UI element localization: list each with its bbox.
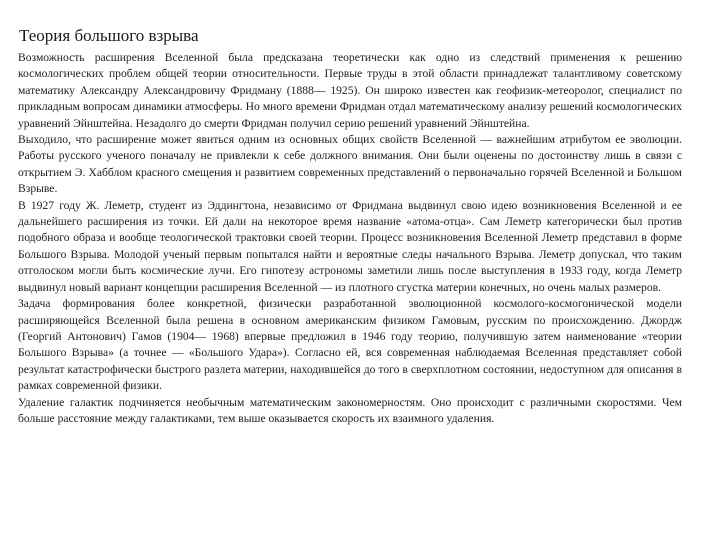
paragraph-gamow: Задача формирования более конкретной, физически разработанной эволюционной космолого-космогонической модели расширяющейся Вселенной была решена в основном американским физиком Гамовым, русским по происхождению. Джордж (Георгий Антонович) Гамов (1904— 1968) впервые предложил в 1946 году теорию, получившую затем наименование «теории Большого Взрыва» (а точнее — «Большого Удара»). Согласно ей, вся современная наблюдаемая Вселенная представляет собой результат катастрофически быстрого разлета материи, находившейся до того в сверхплотном состоянии, недоступном для описания в рамках современной физики.	[18, 297, 682, 393]
paragraph-expansion: Выходило, что расширение может явиться одним из основных общих свойств Вселенной — важнейшим атрибутом ее эволюции. Работы русского ученого поначалу не привлекли к себе должного внимания. Они были оценены по достоинству лишь в связи с открытием Э. Хабблом красного смещения и развитием современных представлений о первоначально горячей Вселенной и Большом Взрыве.	[18, 133, 682, 196]
paragraph-galaxy-recession: Удаление галактик подчиняется необычным математическим закономерностям. Оно происходит с различными скоростями. Чем больше расстояние между галактиками, тем выше оказывается скорость их взаимного удаления.	[18, 395, 682, 425]
paragraph-lemaitre: В 1927 году Ж. Леметр, студент из Эддингтона, независимо от Фридмана выдвинул свою идею возникновения Вселенной и ее дальнейшего расширения из точки. Ей дали на некоторое время название «атома-отца». Сам Леметр категорически был против подобного образа и вообще теологической трактовки своей теории. Процесс возникновения Вселенной Леметр представил в форме Большого Взрыва. Молодой ученый первым попытался найти и вероятные следы начального Взрыва. Леметр допускал, что таким отголоском могли быть космические лучи. Его гипотезу астрономы заметили лишь после выступления в 1933 году, когда Леметр выдвинул новый вариант концепции расширения Вселенной — из плотного сгустка материи конечных, но очень малых размеров.	[18, 198, 682, 294]
paragraph-friedman: Возможность расширения Вселенной была предсказана теоретически как одно из следствий применения к решению космологических проблем общей теории относительности. Первые труды в этой области принадлежат талантливому советскому математику Александру Александровичу Фридману (1888— 1925). Он широко известен как геофизик-метеоролог, специалист по прикладным вопросам динамики атмосферы. Но много времени Фридман отдал математическому анализу решений космологических уравнений Эйнштейна. Незадолго до смерти Фридман получил серию решений уравнений Эйнштейна.	[18, 51, 682, 130]
slide-title: Теория большого взрыва	[19, 26, 199, 45]
slide-body	[18, 50, 682, 427]
